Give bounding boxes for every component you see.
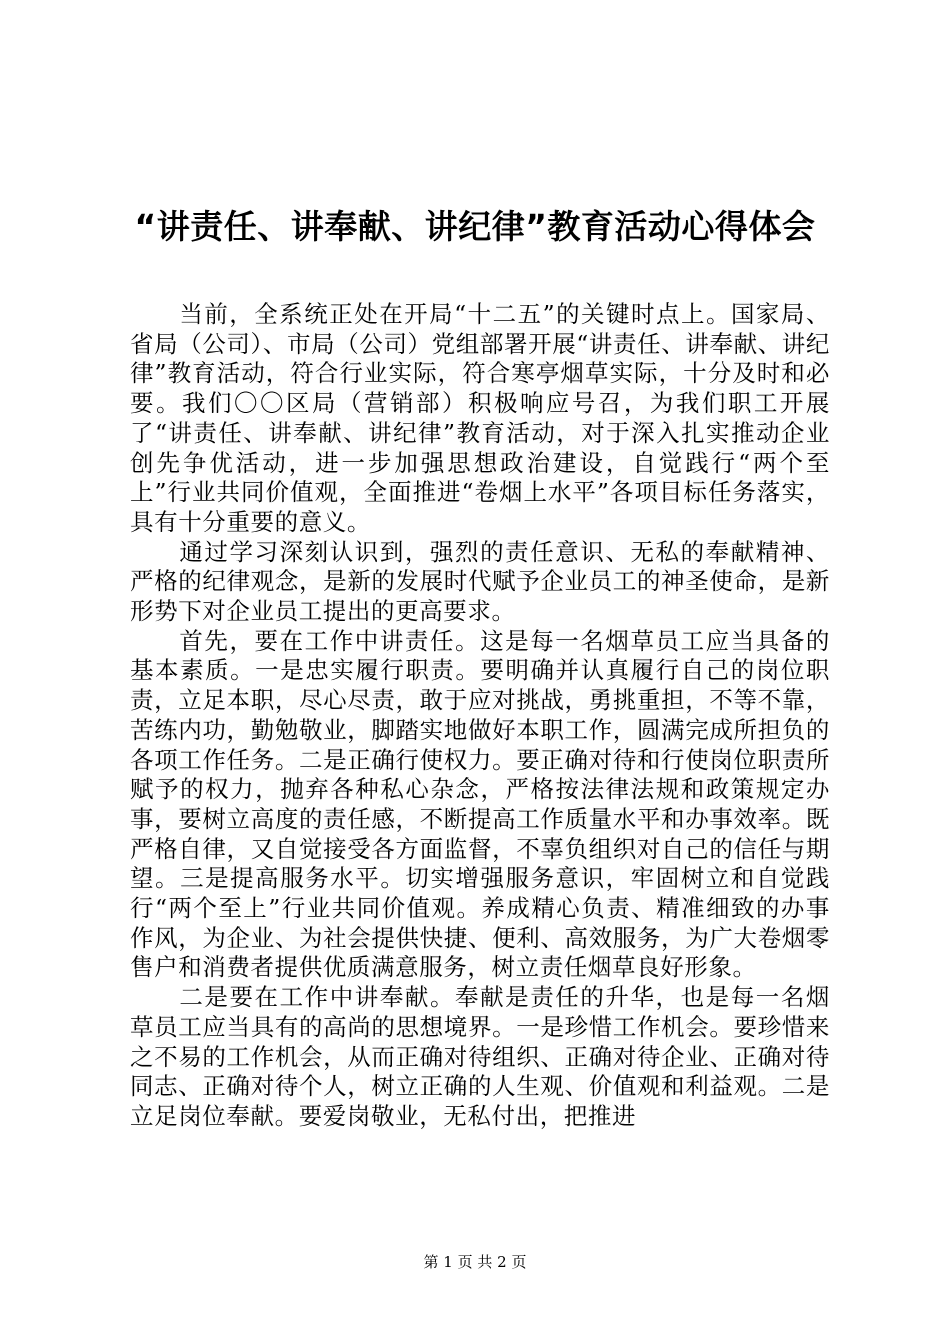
document-body: [130, 300, 830, 1132]
page-number-label: 第 1 页 共 2 页: [423, 1253, 527, 1271]
document-title: “讲责任、讲奉献、讲纪律”教育活动心得体会: [134, 207, 816, 247]
paragraph-4: 二是要在工作中讲奉献。奉献是责任的升华，也是每一名烟草员工应当具有的高尚的思想境界。一是珍惜工作机会。要珍惜来之不易的工作机会，从而正确对待组织、正确对待企业、正确对待同志、正确对待个人，树立正确的人生观、价值观和利益观。二是立足岗位奉献。要爱岗敬业，无私付出，把推进: [130, 983, 830, 1130]
page-footer: [0, 1252, 950, 1272]
paragraph-2: 通过学习深刻认识到，强烈的责任意识、无私的奉献精神、严格的纪律观念，是新的发展时代赋予企业员工的神圣使命，是新形势下对企业员工提出的更高要求。: [130, 537, 830, 626]
paragraph-1: 当前，全系统正处在开局“十二五”的关键时点上。国家局、省局（公司）、市局（公司）党组部署开展“讲责任、讲奉献、讲纪律”教育活动，符合行业实际，符合寒亭烟草实际，十分及时和必要。我们〇〇区局（营销部）积极响应号召，为我们职工开展了“讲责任、讲奉献、讲纪律”教育活动，对于深入扎实推动企业创先争优活动，进一步加强思想政治建设，自觉践行“两个至上”行业共同价值观，全面推进“卷烟上水平”各项目标任务落实，具有十分重要的意义。: [130, 300, 830, 536]
paragraph-3: 首先，要在工作中讲责任。这是每一名烟草员工应当具备的基本素质。一是忠实履行职责。要明确并认真履行自己的岗位职责，立足本职，尽心尽责，敢于应对挑战，勇挑重担，不等不靠，苦练内功，勤勉敬业，脚踏实地做好本职工作，圆满完成所担负的各项工作任务。二是正确行使权力。要正确对待和行使岗位职责所赋予的权力，抛弃各种私心杂念，严格按法律法规和政策规定办事，要树立高度的责任感，不断提高工作质量水平和办事效率。既严格自律，又自觉接受各方面监督，不辜负组织对自己的信任与期望。三是提高服务水平。切实增强服务意识，牢固树立和自觉践行“两个至上”行业共同价值观。养成精心负责、精准细致的办事作风，为企业、为社会提供快捷、便利、高效服务，为广大卷烟零售户和消费者提供优质满意服务，树立责任烟草良好形象。: [130, 626, 830, 982]
